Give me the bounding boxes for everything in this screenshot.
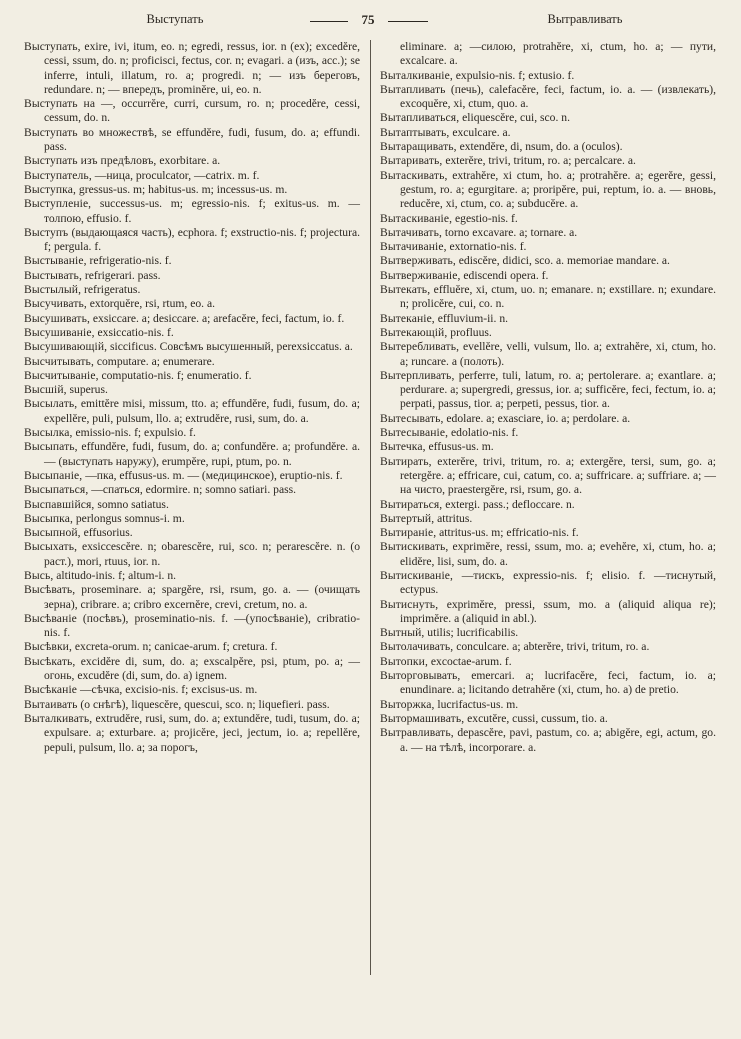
headword: Вытапливать (380, 82, 446, 96)
headword: Выступать, (24, 40, 81, 53)
definition: emissio-nis. f; expulsio. f. (75, 426, 196, 440)
headword: Высѣвки, (24, 640, 72, 654)
definition: exorbitare. a. (159, 154, 221, 168)
definition: refrigeratus. (84, 283, 141, 297)
dictionary-entry (24, 655, 360, 684)
definition: edolatio-nis. f. (451, 426, 519, 440)
dictionary-entry (24, 183, 360, 197)
headword: Вытиснуть, (380, 597, 439, 611)
headword: Выстываніе, (24, 254, 87, 268)
dictionary-entry (380, 426, 716, 440)
dictionary-entry (380, 369, 716, 412)
definition: (посѣвъ), proseminatio-nis. f. —(упосѣваніе), cribratio-nis. f. (44, 611, 360, 640)
dictionary-entry (24, 526, 360, 540)
dictionary-entry (380, 254, 716, 268)
dictionary-entry (24, 126, 360, 155)
dictionary-entry (380, 569, 716, 598)
dictionary-entry (380, 240, 716, 254)
column-divider (370, 40, 371, 975)
headword: Вытираніе, (380, 526, 437, 540)
definition: computatio-nis. f; enumeratio. f. (101, 368, 252, 382)
dictionary-entry (380, 512, 716, 526)
headword: Вытекающій, (380, 325, 448, 339)
dictionary-entry (24, 540, 360, 569)
dictionary-entry (380, 69, 716, 83)
headword: Вытираться, (380, 497, 443, 511)
definition: torno excavare. a; tornare. a. (444, 225, 578, 239)
right-column (380, 40, 716, 755)
definition: attritus-us. m; effricatio-nis. f. (439, 526, 579, 540)
dictionary-entry (24, 469, 360, 483)
definition: —спаться, edormire. n; somno satiari. pass. (91, 483, 297, 497)
definition: exprimĕre, ressi, ssum, mo. a; evehĕre, xi, ctum, ho. a; elidĕre, lisi, sum, do. a. (400, 540, 716, 568)
definition: effusus-us. m. (428, 440, 494, 454)
headword: Вытаскиваніе, (380, 211, 453, 225)
headword: Высыпка, (24, 511, 73, 525)
headword: Высушивающій, (24, 340, 108, 354)
dictionary-entry (380, 440, 716, 454)
dictionary-entry (24, 97, 360, 126)
dictionary-entry (380, 412, 716, 426)
definition: attritus. (437, 511, 473, 525)
left-guide-word: Выступать (146, 12, 204, 26)
headword: Высушивать, (24, 311, 90, 325)
definition: —тискъ, expressio-nis. f; elisio. f. —тиснутый, ectypus. (400, 568, 716, 597)
headword: Вытирать, (380, 454, 432, 468)
definition: excidĕre di, sum, do. a; exscalpĕre, psi, ptum, po. a; — огонь, excudĕre (di, sum, do. a) ignem. (44, 654, 360, 683)
headword: Вытаращивать, (380, 140, 457, 154)
dictionary-entry (380, 269, 716, 283)
definition: depascĕre, pavi, pastum, co. a; abigĕre, egi, actum, go. a. — на тѣлѣ, incorporare. a. (400, 726, 716, 754)
headword: Вытискивать, (380, 540, 449, 554)
dictionary-entry (24, 498, 360, 512)
headword: Высыпаніе, (24, 468, 83, 482)
headword: Вытаптывать, (380, 125, 450, 139)
definition: extorquĕre, rsi, rtum, eo. a. (89, 297, 216, 311)
headword: Вытный, (380, 626, 425, 640)
dictionary-entry (24, 369, 360, 383)
headword: Выталкиваніе, (380, 68, 453, 82)
headword: Вытесываніе, (380, 426, 449, 440)
dictionary-entry (380, 326, 716, 340)
headword: Вытаривать, (380, 154, 443, 168)
headword: Высыпной, (24, 526, 81, 540)
definition: —пка, effusus-us. m. — (медицинское), eruptio-nis. f. (85, 468, 343, 482)
headword: Вытапливаться, (380, 111, 460, 125)
headword: Вытесывать, (380, 411, 444, 425)
headword: Вытверживать, (380, 254, 456, 268)
definition: expulsio-nis. f; extusio. f. (455, 68, 575, 82)
headword: Вытаивать (24, 697, 78, 711)
headword: Высѣваніе (24, 611, 77, 625)
headword: Вытолачивать, (380, 640, 454, 654)
dictionary-entry (24, 269, 360, 283)
definition: exculcare. a. (452, 125, 511, 139)
definition: superus. (69, 383, 108, 397)
definition: exprimĕre, pressi, ssum, mo. a (aliquid aliqua re); imprimĕre. a (aliquid in abl.). (400, 597, 716, 625)
dictionary-entry (380, 169, 716, 212)
headword: Высыпаться, (24, 483, 89, 497)
headword: Вытачивать, (380, 225, 442, 239)
definition: exsiccatio-nis. f. (97, 325, 174, 339)
headword: Высшій, (24, 383, 67, 397)
definition: exterĕre, trivi, tritum, ro. a; percalcare. a. (445, 154, 636, 168)
dictionary-entry (380, 226, 716, 240)
dictionary-entry (24, 698, 360, 712)
dictionary-entry (24, 297, 360, 311)
definition: lucrifactus-us. m. (437, 697, 519, 711)
definition: emittĕre misi, missum, tto. a; effundĕre, fudi, fusum, do. a; expellĕre, puli, pulsum, llo. a; extrudĕre, rusi, sum, do. a. (44, 397, 360, 425)
definition: exsiccescĕre. n; obarescĕre, rui, sco. n; perarescĕre. n. (о раст.), mori, rtuus, ior. n. (44, 540, 360, 568)
definition: excreta-orum. n; canicae-arum. f; cretura. f. (74, 640, 278, 654)
dictionary-entry (380, 598, 716, 627)
dictionary-entry (24, 383, 360, 397)
definition: perlongus somnus-i. m. (75, 511, 185, 525)
definition: extrahĕre, xi ctum, ho. a; protrahĕre. a; egerĕre, gessi, gestum, ro. a; egurgitare. a; proripĕre, pui, reptum, io. a. — вновь, reducĕre, xi, ctum, co. a; subducĕre. a. (400, 168, 716, 211)
headword: Высчитывать, (24, 354, 94, 368)
dictionary-entry (380, 154, 716, 168)
dictionary-entry (380, 283, 716, 312)
definition: refrigeratio-nis. f. (89, 254, 172, 268)
definition: perferre, tuli, latum, ro. a; pertolerare. a; exantlare. a; perdurare. a; supergredi, gressus, ior. a; sufficĕre, feci, fectum, io. a; perpati, passus, tior. a; perpeti, pessus, tior. a. (400, 368, 716, 411)
headword: Выступка, (24, 182, 76, 196)
left-column (24, 40, 360, 755)
dictionary-entry (24, 169, 360, 183)
dictionary-entry (24, 569, 360, 583)
headword: Выступать на —, (24, 97, 116, 111)
dictionary-entry (380, 40, 716, 69)
headword: Высылка, (24, 426, 73, 440)
definition: —сѣчка, excisio-nis. f; excisus-us. m. (79, 683, 258, 697)
dictionary-entry (24, 397, 360, 426)
dictionary-entry (24, 426, 360, 440)
definition: extergi. pass.; defloccare. n. (445, 497, 575, 511)
headword: Вытверживаніе, (380, 268, 461, 282)
headword: Высчитываніе, (24, 368, 99, 382)
headword: Вытечка, (380, 440, 426, 454)
headword: Вытопки, (380, 654, 428, 668)
dictionary-entry (380, 726, 716, 755)
headword: Вытискиваніе, (380, 568, 454, 582)
definition: (печь), calefacĕre, feci, factum, io. a. — (извлекать), excoquĕre, xi, ctum, quo. a. (400, 82, 716, 111)
headword: Выспавшійся, (24, 497, 95, 511)
dictionary-entry (24, 40, 360, 97)
definition: ediscĕre, didici, sco. a. memoriae mandare. a. (458, 254, 670, 268)
dictionary-entry (380, 626, 716, 640)
definition: edolare. a; exasciare, io. a; perdolare. a. (446, 411, 631, 425)
headword: Выторговывать, (380, 669, 461, 683)
dictionary-entry (24, 312, 360, 326)
definition: refrigerari. pass. (84, 268, 161, 282)
dictionary-entry (24, 340, 360, 354)
dictionary-entry (380, 655, 716, 669)
dictionary-entry (24, 683, 360, 697)
headword: Выступать во множествѣ, (24, 125, 158, 139)
definition: effundĕre, fudi, fusum, do. a; confundĕre. a; profundĕre. a. — (выступать наружу), erumpĕre, rupi, ptum, po. n. (44, 440, 360, 468)
headword: Высучивать, (24, 297, 87, 311)
dictionary-entry (380, 83, 716, 112)
definition: altitudo-inis. f; altum-i. n. (56, 568, 177, 582)
dictionary-entry (24, 640, 360, 654)
page-number: 75 (361, 12, 375, 27)
definition: (о снѣгѣ), liquescĕre, quescui, sco. n; liquefieri. pass. (80, 697, 330, 711)
headword: Выступъ (24, 225, 69, 239)
definition: profluus. (450, 325, 492, 339)
dictionary-entry (24, 483, 360, 497)
headword: Высылать, (24, 397, 78, 411)
dictionary-entry (380, 312, 716, 326)
dictionary-entry (24, 712, 360, 755)
dictionary-entry (380, 540, 716, 569)
dictionary-entry (380, 498, 716, 512)
headword: Вытерпливать, (380, 368, 455, 382)
headword: Выступленіе, (24, 197, 92, 211)
definition: effusorius. (83, 526, 133, 540)
header-rule-right (388, 21, 428, 22)
headword: Вытормашивать, (380, 711, 465, 725)
dictionary-entry (380, 212, 716, 226)
headword: Вытаскивать, (380, 168, 448, 182)
dictionary-entry (380, 140, 716, 154)
dictionary-entry (24, 197, 360, 226)
headword: Вытеребливать, (380, 340, 460, 354)
definition: exire, ivi, itum, eo. n; egredi, ressus, ior. n (ex); excedĕre, cessi, ssum, do. n; proficisci, fectus, cor. n; evagari. a (изъ, acc.); se inferre, intuli, illatum, ro. a; progredi. n; — изъ береговъ, redundare. n; — впередъ, prominĕre, ui, eo. n. (44, 40, 360, 96)
definition: (выдающаяся часть), ecphora. f; exstructio-nis. f; projectura. f; pergula. f. (44, 225, 360, 254)
definition: proseminare. a; spargĕre, rsi, rsum, go. a. — (очищать зерна), cribrare. a; cribro excernĕre, crevi, cretum, no. a. (44, 583, 360, 611)
dictionary-entry (380, 111, 716, 125)
dictionary-entry (24, 226, 360, 255)
definition: extrudĕre, rusi, sum, do. a; extundĕre, tudi, tusum, do. a; expulsare. a; exturbare. a; projicĕre, jeci, jectum, io. a; repellĕre, pepuli, pulsum, llo. a; за порогъ, (44, 711, 360, 754)
definition: exsiccare. a; desiccare. a; arefacĕre, feci, factum, io. f. (92, 311, 345, 325)
headword: Выстылый, (24, 283, 82, 297)
definition: somno satiatus. (97, 497, 169, 511)
definition: effluĕre, xi, ctum, uo. n; emanare. n; exstillare. n; exundare. n; prolicĕre, cui, co. n. (400, 283, 716, 311)
headword: Высѣкать, (24, 654, 76, 668)
headword: Высыхать, (24, 540, 78, 554)
definition: se effundĕre, fudi, fusum, do. a; effundi. pass. (44, 125, 360, 154)
dictionary-entry (24, 154, 360, 168)
dictionary-entry (24, 283, 360, 297)
definition: utilis; lucrificabilis. (427, 626, 519, 640)
dictionary-entry (380, 340, 716, 369)
definition: extendĕre, di, nsum, do. a (oculos). (459, 140, 623, 154)
definition: —ница, proculcator, —catrix. m. f. (94, 168, 260, 182)
headword: Выталкивать, (24, 711, 93, 725)
headword: Вытертый, (380, 511, 435, 525)
headword: Высыпать, (24, 440, 78, 454)
definition: eliquescĕre, cui, sco. n. (462, 111, 570, 125)
definition: excoctae-arum. f. (430, 654, 512, 668)
dictionary-entry (380, 669, 716, 698)
dictionary-entry (380, 712, 716, 726)
definition: evellĕre, velli, vulsum, llo. a; extrahĕre, xi, ctum, ho. a; runcare. a (полоть). (400, 340, 717, 368)
definition: extornatio-nis. f. (449, 240, 527, 254)
definition: conculcare. a; abterĕre, trivi, tritum, ro. a. (456, 640, 650, 654)
dictionary-entry (24, 512, 360, 526)
headword: Выступатель, (24, 168, 92, 182)
dictionary-entry (380, 640, 716, 654)
headword: Вытекать, (380, 283, 431, 297)
dictionary-entry (380, 126, 716, 140)
headword: Выступать изъ предѣловъ, (24, 154, 157, 168)
headword: Высѣканіе (24, 683, 78, 697)
dictionary-entry (380, 698, 716, 712)
headword: Высѣвать, (24, 583, 76, 597)
dictionary-entry (24, 355, 360, 369)
definition: effluvium-ii. n. (437, 311, 509, 325)
definition: exterĕre, trivi, tritum, ro. a; extergĕre, tersi, sum, go. a; retergĕre. a; effricare, cui, catum, co. a; suffricare. a; suffriare. a; — на чисто, praestergĕre, rsi, rsum, go. a. (400, 454, 716, 497)
dictionary-entry (380, 526, 716, 540)
dictionary-entry (380, 455, 716, 498)
definition: gressus-us. m; habitus-us. m; incessus-us. m. (78, 182, 288, 196)
definition: egestio-nis. f. (455, 211, 518, 225)
headword: Вытравливать, (380, 726, 454, 740)
definition: siccificus. Совсѣмъ высушенный, perexsiccatus. a. (110, 340, 353, 354)
headword: Выстывать, (24, 268, 82, 282)
dictionary-entry (24, 440, 360, 469)
dictionary-entry (24, 326, 360, 340)
dictionary-entry (24, 254, 360, 268)
headword: Вытачиваніе, (380, 240, 447, 254)
headword: Высь, (24, 568, 54, 582)
definition: successus-us. m; egressio-nis. f; exitus-us. m. — толпою, effusio. f. (44, 197, 360, 225)
definition: eliminare. a; —силою, protrahĕre, xi, ctum, ho. a; — пути, excalcare. a. (400, 40, 716, 68)
headword: Высушиваніе, (24, 325, 95, 339)
dictionary-entry (24, 612, 360, 641)
headword: Выторжка, (380, 697, 435, 711)
definition: excutĕre, cussi, cussum, tio. a. (467, 711, 608, 725)
dictionary-entry (24, 583, 360, 612)
definition: ediscendi opera. f. (463, 268, 549, 282)
definition: computare. a; enumerare. (96, 354, 215, 368)
headword: Вытеканіе, (380, 311, 435, 325)
definition: emercari. a; lucrifacĕre, feci, factum, io. a; enundinare. a; licitando detrahĕre (xi, ctum, ho. a) de pretio. (400, 669, 717, 697)
definition: occurrĕre, curri, cursum, ro. n; procedĕre, cessi, cessum, do. n. (44, 97, 360, 125)
right-guide-word: Вытравливать (547, 12, 623, 26)
